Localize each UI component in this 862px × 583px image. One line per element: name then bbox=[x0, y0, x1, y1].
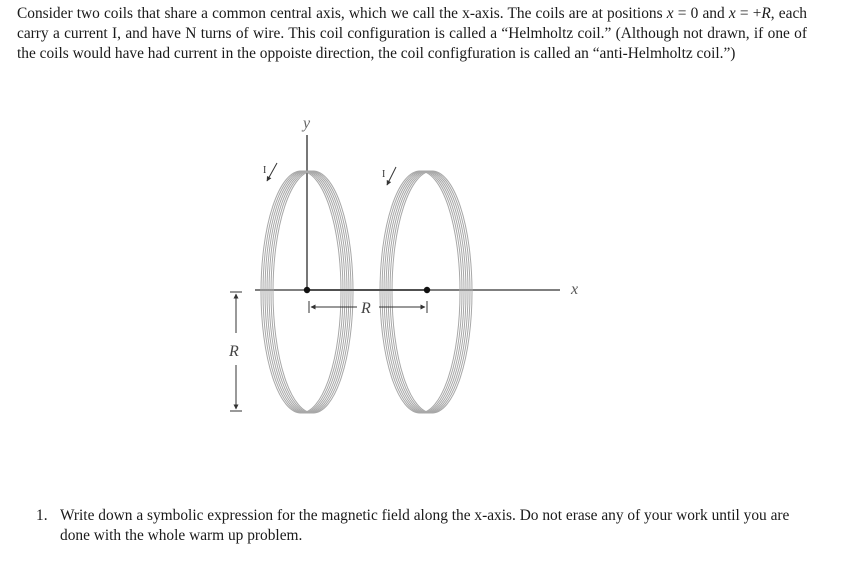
intro-sentence-1: Consider two coils that share a common central axis, which we call the x-axis. The coils are at positions bbox=[17, 5, 663, 22]
right-coil-center-dot bbox=[424, 287, 430, 293]
position-eq-1: = 0 and bbox=[673, 5, 729, 22]
spacing-r-label: R bbox=[361, 300, 371, 317]
left-coil-center-dot bbox=[304, 287, 310, 293]
current-arrow-right bbox=[387, 167, 396, 185]
x-axis-label: x bbox=[571, 281, 579, 298]
question-1 bbox=[36, 506, 806, 546]
x-variable: x bbox=[666, 5, 674, 22]
y-axis-label: y bbox=[303, 115, 311, 132]
current-label-right: I bbox=[382, 169, 386, 180]
x-variable: x bbox=[728, 5, 736, 22]
question-number: 1. bbox=[36, 507, 48, 524]
question-text: Write down a symbolic expression for the magnetic field along the x-axis. Do not erase any of your work until you are done with the whole warm up problem. bbox=[60, 507, 790, 544]
radius-r-label: R bbox=[229, 343, 239, 360]
current-label-left: I bbox=[263, 165, 267, 176]
r-variable: R bbox=[761, 5, 771, 22]
intro-sentence-2: , each carry a current I, and have N turns of wire. This coil configuration is called a “Helmholtz coil.” (Although not drawn, if one of the coils would have had current in the oppoiste direction, the coil configfuration is called an “anti-Helmholtz coil.”) bbox=[17, 5, 807, 62]
current-arrow-left bbox=[267, 163, 277, 181]
position-eq-2: = + bbox=[735, 5, 762, 22]
problem-statement bbox=[17, 4, 807, 64]
helmholtz-coil-figure bbox=[215, 105, 605, 430]
